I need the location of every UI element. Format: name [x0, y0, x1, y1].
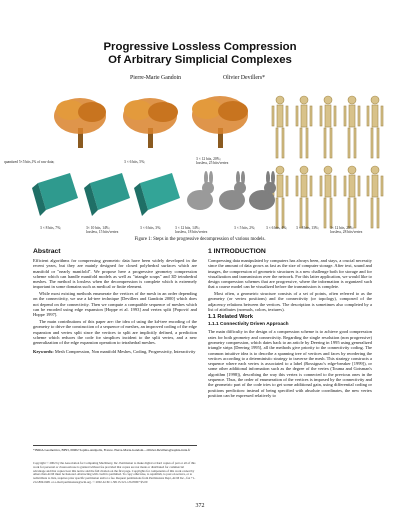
tree-model-image [192, 96, 248, 148]
right-column [208, 247, 372, 400]
paragraph: The main difficulty in the design of a compression scheme is to achieve good compression rates for both geometry and connectivity. Regarding the single resolution (non progressive) geometry compression, which dates back to an article by Deering in 1995 using generalized triangle strips [Deering 1995], all the methods give priority to the connectivity coding. The common intuitive idea is to describe a spanning tree of vertices and faces by reordering the vertices according to a deterministic strategy to traverse the mesh. This strategy constructs a sequence where each vertex is associated to a label (Rossignac's edge-breaker [1999]), or some other additional information such as the degree of the vertex (Touma and Gotsman's algorithm [1998]), describing the way this vertex is connected to the previous ones in the sequence. Thus, the order of enumeration of the vertices is imposed by the connectivity and the geometric part of the code tries to get some additional gain, using differential coding or positions prediction: instead of being specified with absolute coordinates, the new vertex position can be expressed relatively to [208, 329, 372, 398]
figure-caption-label: 3 × 12 bits, 20%; [196, 157, 221, 161]
figure-caption-label: 3 × 5 bits, 2%; [234, 226, 256, 230]
subsection-heading: 1.1 Related Work [208, 314, 253, 321]
copyright-notice: Copyright © 2002 by the Association for Computing Machinery, Inc. Permission to make digital or hard copies of part or all of this work for personal or classroom use is granted without fee provided that copies are not made or distributed for commercial advantage and that copies bear this notice and the full citation on the first page. Copyrights for components of this work owned by others than ACM must be honored. Abstracting with credit is permitted. To copy otherwise, to republish, to post on servers, or to redistribute to lists, requires prior specific permission and/or a fee. Request permissions from Permissions Dept, ACM Inc., fax +1-212-869-0481 or e-mail permissions@acm.org. © 2002 ACM 1-58113-521-1/02/0007 $5.00 [33, 461, 196, 484]
figure-caption-label: 3× 10 bits, 14%; [86, 226, 110, 230]
mechanical-part-model-image [84, 173, 130, 216]
figure-caption-label: 3× 12 bits, 25%; [330, 226, 354, 230]
section-heading: 1 INTRODUCTION [208, 248, 266, 255]
figure-caption-label: 3 × 6 bits, 5%; [124, 160, 146, 164]
figure-caption-label: lossless, 15 bits/vertex [86, 230, 119, 234]
keywords-label: Keywords: [33, 348, 54, 354]
figure-caption-label: 3 × 8 bits, 13%; [296, 226, 319, 230]
figure-caption-label: quantized 5×5 bits,1% of raw data; [4, 160, 55, 164]
tree-model-image [123, 98, 178, 148]
figure-caption-label: lossless, 25 bits/vertex [196, 161, 229, 165]
keywords [33, 349, 197, 354]
figure-caption-label: lossless, 18 bits/vertex [175, 230, 208, 234]
bunny-model-image [187, 171, 214, 210]
section-heading: Abstract [33, 248, 61, 255]
figure-caption-label: 3 × 12 bits, 14%; [175, 226, 200, 230]
figure-caption-label: 3 × 6 bits, 3%; [140, 226, 162, 230]
figure-caption: Figure 1: Steps in the progressive decompression of various models. [134, 237, 266, 242]
tree-model-image [54, 98, 106, 148]
paragraph: Efficient algorithms for compressing geometric data have been widely developed in the recent years, but they are mainly designed for closed polyhedral surfaces which are manifold or "nearly manifold". We propose here a progressive geometry compression scheme which can handle manifold models as well as "triangle soups" and 3D tetrahedral meshes. The method is lossless when the decompression is complete which is extremely important in some domains such as medical or finite element. [33, 258, 197, 290]
subsubsection-heading: 1.1.1 Connectivity Driven Approach [208, 322, 289, 328]
figure-caption-label: 3 × 6 bits, 4%; [266, 226, 288, 230]
paragraph: The main contributions of this paper are: the idea of using the kd-tree encoding of the geometry to drive the construction of a sequence of meshes, an improved coding of the edge expansion and vertex split since the vertices to split are implicitly defined, a prediction scheme which reduces the code for simplices incident to the split vertex, and a new generalization of the edge expansion operation to tetrahedral meshes. [33, 319, 197, 346]
figure-caption-label: 3 × 8 bits, 7%; [40, 226, 62, 230]
paragraph: Most often, a geometric structure consists of a set of points, often referred to as the geometry (or vertex positions) and the connectivity (or topology), composed of the adjacency relations between the vertices. The description is sometimes also completed by a list of attributes (normals, colors, textures). [208, 291, 372, 313]
page-number: 372 [195, 503, 205, 509]
author-name: Olivier Devillers* [223, 75, 266, 81]
author-name: Pierre-Marie Gandoin [130, 75, 182, 81]
mechanical-part-model-image [32, 173, 78, 216]
paragraph: While most existing methods enumerate the vertices of the mesh in an order depending on the connectivity, we use a kd-tree technique [Devillers and Gandoin 2000] which does not depend on the connectivity. Then we compute a compatible sequence of meshes which can be encoded using edge expansion [Hoppe et al. 1993] and vertex split [Popović and Hoppe 1997]. [33, 291, 197, 318]
affiliation-footnote: *INRIA Geometrica, BP93, 06902 Sophia-Antipolis, France. Pierre-Marie.Gandoin—Olivier.Devillers@sophia.inria.fr [33, 445, 197, 452]
keywords-text: Mesh Compression, Non manifold Meshes, Coding, Progressivity, Interactivity [54, 348, 196, 354]
left-column [33, 247, 197, 355]
mechanical-part-model-image [134, 173, 180, 216]
paper-title-line2: Of Arbitrary Simplicial Complexes [108, 54, 292, 66]
paper-title-line1: Progressive Lossless Compression [103, 41, 297, 53]
figure-caption-label: lossless, 28 bits/vertex [330, 230, 363, 234]
paragraph: Compressing data manipulated by computers has always been, and stays, a crucial necessity since the amount of data grows as fast as the size of computer storage. After text, sound and images, the compression of geometric structures is a new challenge both for storage and for visualization and transmission over the network. For this latter application, we would like to design compression schemes that are progressive, where the information is organized such that a coarse model can be visualized before the transmission is complete. [208, 258, 372, 290]
bunny-model-image [219, 171, 246, 210]
bunny-model-image [249, 171, 276, 210]
skeleton-model-image [272, 96, 383, 228]
